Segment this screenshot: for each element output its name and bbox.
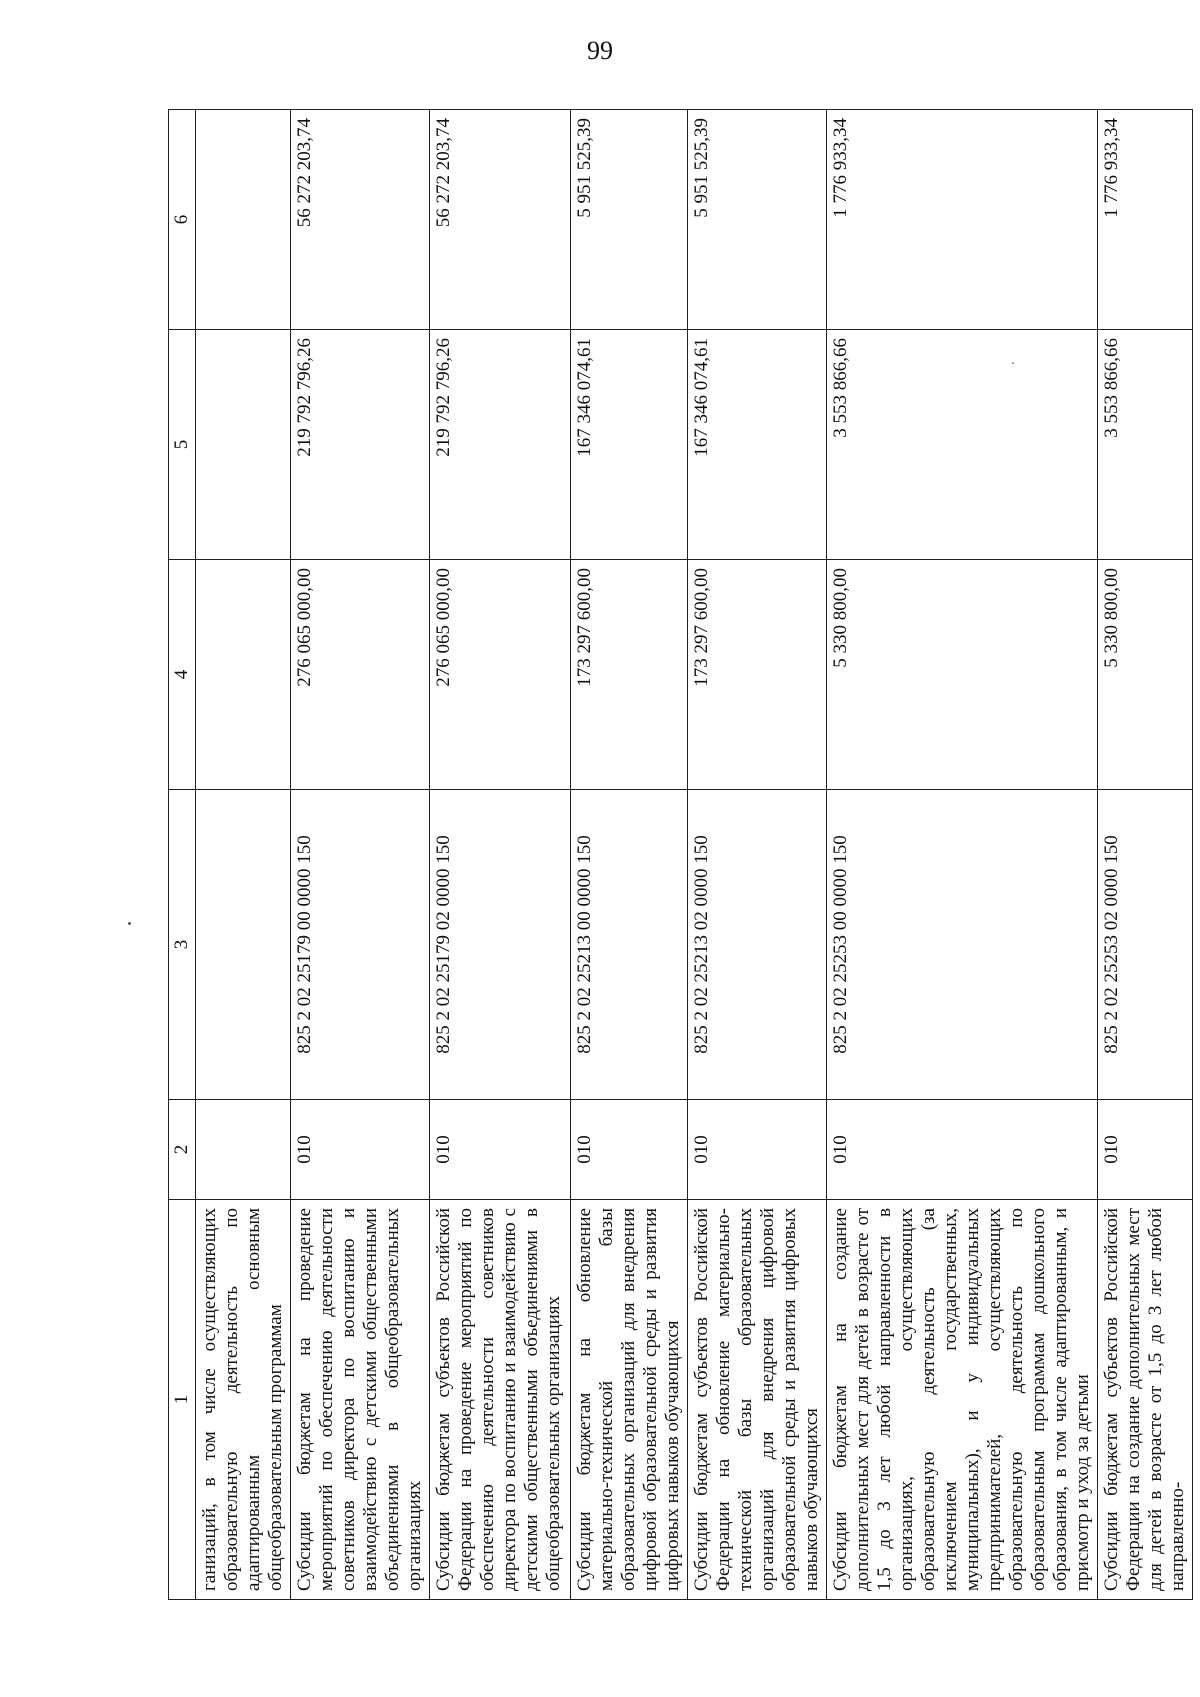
row-diff: 1 776 933,34: [1098, 110, 1193, 330]
row-description: Субсидии бюджетам на создание дополнительных мест для детей в возрасте от 1,5 до 3 лет любой направленности в организациях, осуществляющих образовательную деятельность (за исключением государственных, муниципальных), и у индивидуальных предпринимателей, осуществляющих образовательную деятельность по образовательным программам дошкольного образования, в том числе адаптированным, и присмотр и уход за детьми: [827, 1200, 1098, 1600]
row-plan: 173 297 600,00: [688, 560, 827, 790]
col-header-6: 6: [169, 110, 196, 330]
row-description: Субсидии бюджетам субъектов Российской Федерации на обновление материально-технической базы образовательных организаций для внедрения цифровой образовательной среды и развития цифровых навыков обучающихся: [688, 1200, 827, 1600]
col-header-2: 2: [169, 1100, 196, 1200]
table-row: [196, 110, 291, 1600]
row-diff: 56 272 203,74: [291, 110, 430, 330]
budget-table: [168, 109, 1193, 1600]
row-diff: 1 776 933,34: [827, 110, 1098, 330]
row-diff: 5 951 525,39: [688, 110, 827, 330]
table-row: [291, 110, 430, 1600]
header-row: [169, 110, 196, 1600]
row-description: ганизаций, в том числе осуществляющих образовательную деятельность по адаптированным основным общеобразовательным программам: [196, 1200, 291, 1600]
row-fact: 219 792 796,26: [291, 330, 430, 560]
row-kbk: 825 2 02 25253 00 0000 150: [827, 790, 1098, 1100]
row-code: 010: [1098, 1100, 1193, 1200]
row-code: 010: [571, 1100, 688, 1200]
row-kbk: 825 2 02 25179 00 0000 150: [291, 790, 430, 1100]
row-plan: 276 065 000,00: [430, 560, 571, 790]
row-description: Субсидии бюджетам на обновление материально-технической базы образовательных организаций для внедрения цифровой образовательной среды и развития цифровых навыков обучающихся: [571, 1200, 688, 1600]
row-fact: 167 346 074,61: [571, 330, 688, 560]
row-fact: 3 553 866,66: [827, 330, 1098, 560]
row-kbk: 825 2 02 25213 02 0000 150: [688, 790, 827, 1100]
row-code: 010: [430, 1100, 571, 1200]
row-kbk: 825 2 02 25213 00 0000 150: [571, 790, 688, 1100]
page-number: 99: [587, 36, 613, 65]
row-fact: 219 792 796,26: [430, 330, 571, 560]
budget-table-rotated: [168, 110, 1188, 1600]
row-fact: 3 553 866,66: [1098, 330, 1193, 560]
row-diff: 56 272 203,74: [430, 110, 571, 330]
row-plan: [196, 560, 291, 790]
row-diff: [196, 110, 291, 330]
row-code: [196, 1100, 291, 1200]
col-header-5: 5: [169, 330, 196, 560]
table-row: [688, 110, 827, 1600]
table-row: [430, 110, 571, 1600]
row-description: Субсидии бюджетам на проведение мероприятий по обеспечению деятельности советников директора по воспитанию и взаимодействию с детскими общественными объединениями в общеобразовательных организациях: [291, 1200, 430, 1600]
row-plan: 276 065 000,00: [291, 560, 430, 790]
row-fact: 167 346 074,61: [688, 330, 827, 560]
row-fact: [196, 330, 291, 560]
row-kbk: 825 2 02 25253 02 0000 150: [1098, 790, 1193, 1100]
table-row: [827, 110, 1098, 1600]
row-plan: 5 330 800,00: [1098, 560, 1193, 790]
row-code: 010: [688, 1100, 827, 1200]
row-code: 010: [827, 1100, 1098, 1200]
col-header-1: 1: [169, 1200, 196, 1600]
row-description: Субсидии бюджетам субъектов Российской Федерации на создание дополнительных мест для детей в возрасте от 1,5 до 3 лет любой направленно-: [1098, 1200, 1193, 1600]
col-header-4: 4: [169, 560, 196, 790]
row-plan: 173 297 600,00: [571, 560, 688, 790]
col-header-3: 3: [169, 790, 196, 1100]
row-kbk: 825 2 02 25179 02 0000 150: [430, 790, 571, 1100]
table-row: [1098, 110, 1193, 1600]
row-plan: 5 330 800,00: [827, 560, 1098, 790]
scan-speck: [128, 922, 131, 925]
row-diff: 5 951 525,39: [571, 110, 688, 330]
table-row: [571, 110, 688, 1600]
row-description: Субсидии бюджетам субъектов Российской Федерации на проведение мероприятий по обеспечению деятельности советников директора по воспитанию и взаимодействию с детскими общественными объединениями в общеобразовательных организациях: [430, 1200, 571, 1600]
row-code: 010: [291, 1100, 430, 1200]
row-kbk: [196, 790, 291, 1100]
